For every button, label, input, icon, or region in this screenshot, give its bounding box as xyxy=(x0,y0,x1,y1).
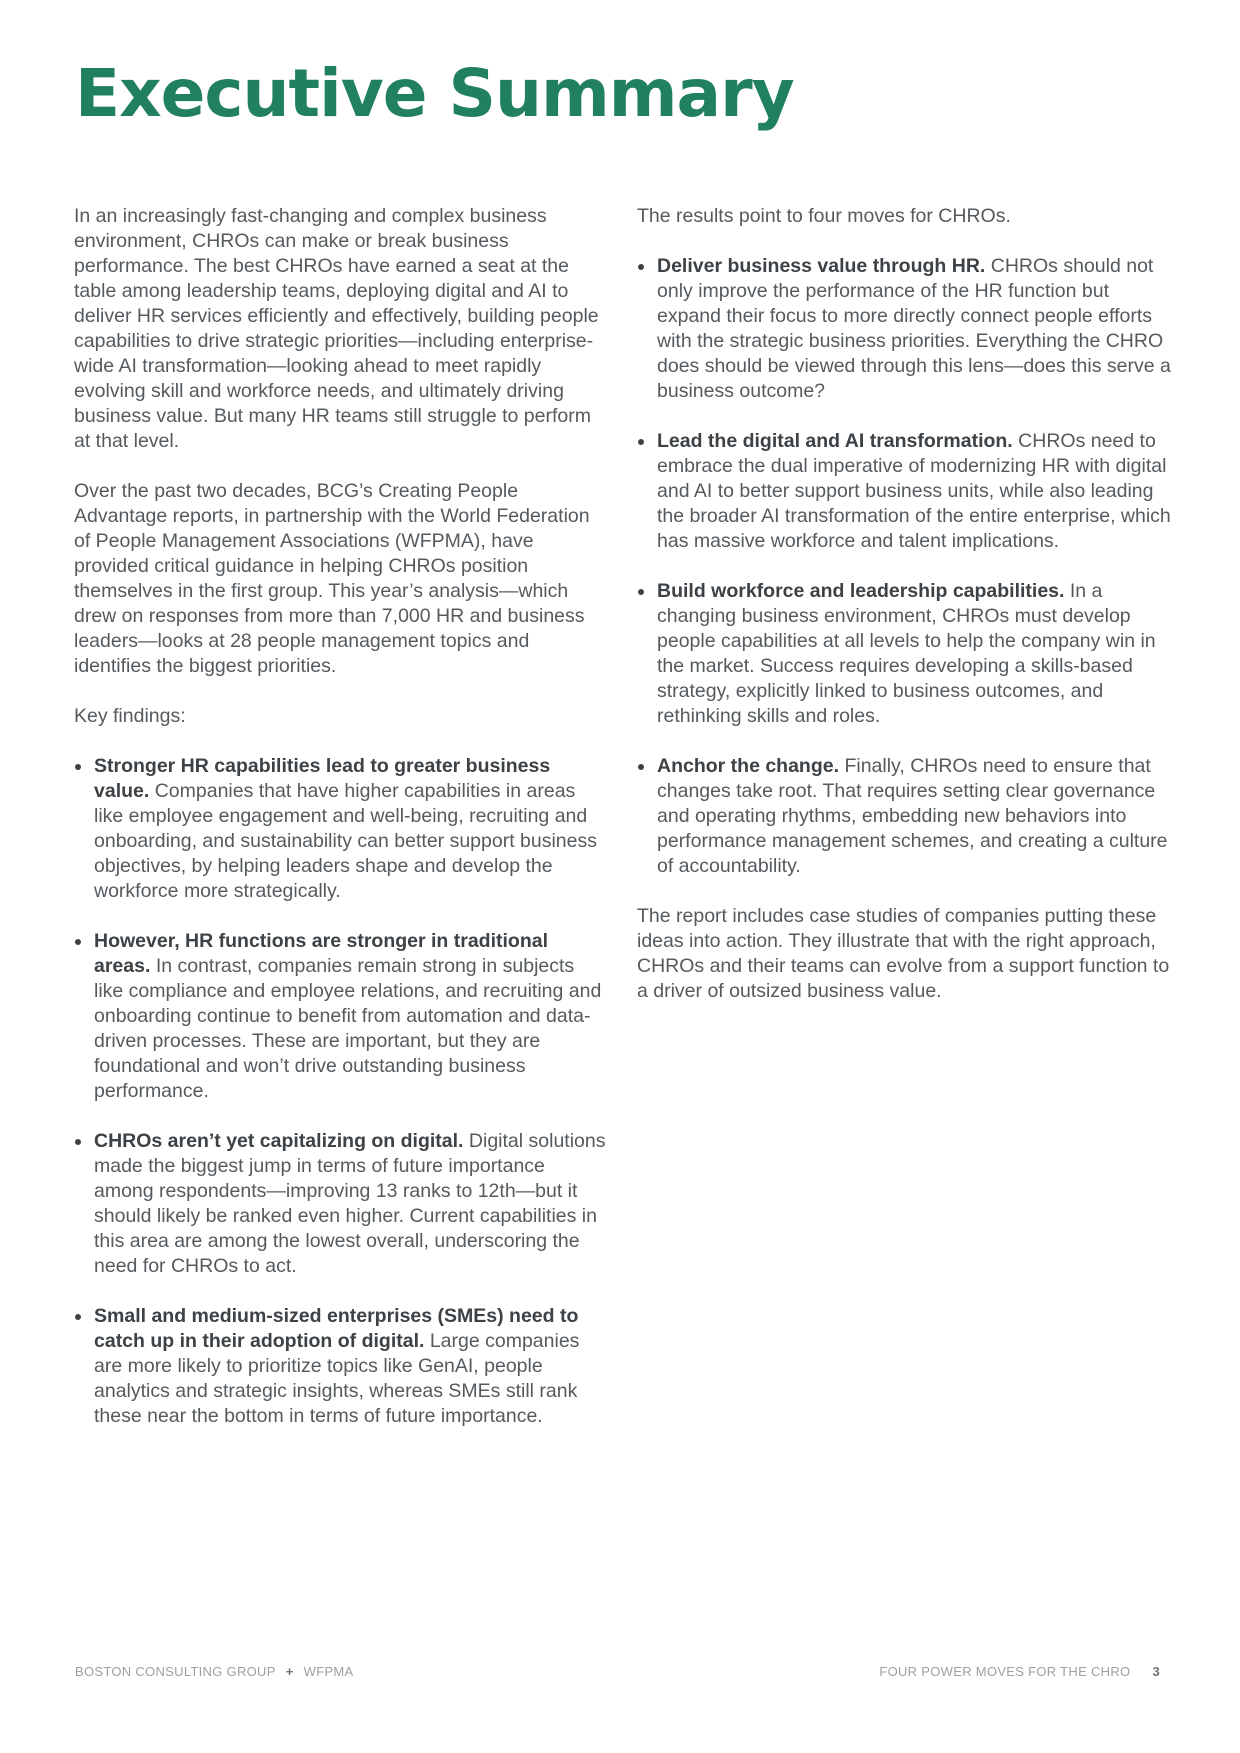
move-text: Finally, CHROs need to ensure that changes take root. That requires setting clear governance and operating rhythms, embedding new behaviors into performance management schemes, and creating a culture of accountability. xyxy=(657,755,1168,877)
finding-lead: Stronger HR capabilities lead to greater business value. xyxy=(94,755,551,802)
finding-lead: CHROs aren’t yet capitalizing on digital. xyxy=(94,1130,464,1152)
background-paragraph: Over the past two decades, BCG’s Creating People Advantage reports, in partnership with the World Federation of People Management Associations (WFPMA), have provided critical guidance in helping CHROs position themselves in the first group. This year’s analysis—which drew on responses from more than 7,000 HR and business leaders—looks at 28 people management topics and identifies the biggest priorities. xyxy=(74,480,590,677)
finding-text: Large companies are more likely to prioritize topics like GenAI, people analytics and strategic insights, whereas SMEs still rank these near the bottom in terms of future importance. xyxy=(94,1330,580,1427)
page-title: Executive Summary xyxy=(75,55,794,132)
footer-report-title: FOUR POWER MOVES FOR THE CHRO xyxy=(879,1664,1131,1679)
finding-text: Companies that have higher capabilities in areas like employee engagement and well-being, recruiting and onboarding, and sustainability can better support business objectives, by helping leaders shape and develop the workforce more strategically. xyxy=(94,780,597,902)
intro-paragraph: In an increasingly fast-changing and complex business environment, CHROs can make or break business performance. The best CHROs have earned a seat at the table among leadership teams, deploying digital and AI to deliver HR services efficiently and effectively, building people capabilities to drive strategic priorities—including enterprise-wide AI transformation—looking ahead to meet rapidly evolving skill and workforce needs, and ultimately driving business value. But many HR teams still struggle to perform at that level. xyxy=(74,205,599,452)
closing-paragraph: The report includes case studies of companies putting these ideas into action. They illustrate that with the right approach, CHROs and their teams can evolve from a support function to a driver of outsized business value. xyxy=(637,905,1170,1002)
move-text: CHROs need to embrace the dual imperative of modernizing HR with digital and AI to better support business units, while also leading the broader AI transformation of the entire enterprise, which has massive workforce and talent implications. xyxy=(657,430,1171,552)
moves-list xyxy=(637,254,1171,879)
footer-org-bcg: BOSTON CONSULTING GROUP xyxy=(75,1664,276,1679)
move-text: In a changing business environment, CHROs must develop people capabilities at all levels to help the company win in the market. Success requires developing a skills-based strategy, explicitly linked to business outcomes, and rethinking skills and roles. xyxy=(657,580,1156,727)
finding-text: In contrast, companies remain strong in subjects like compliance and employee relations, and recruiting and onboarding continue to benefit from automation and data-driven processes. These are important, but they are foundational and won’t drive outstanding business performance. xyxy=(94,955,602,1102)
finding-lead: However, HR functions are stronger in traditional areas. xyxy=(94,930,548,977)
key-findings-label: Key findings: xyxy=(74,705,186,727)
move-bullet xyxy=(637,754,1171,879)
move-text: CHROs should not only improve the performance of the HR function but expand their focus to more directly connect people efforts with the strategic business priorities. Everything the CHRO does should be viewed through this lens—does this serve a business outcome? xyxy=(657,255,1171,402)
page-number: 3 xyxy=(1152,1664,1160,1679)
finding-lead: Small and medium-sized enterprises (SMEs) need to catch up in their adoption of digital. xyxy=(94,1305,579,1352)
footer-left xyxy=(75,1664,354,1679)
finding-text: Digital solutions made the biggest jump in terms of future importance among respondents—improving 13 ranks to 12th—but it should likely be ranked even higher. Current capabilities in this area are among the lowest overall, underscoring the need for CHROs to act. xyxy=(94,1130,606,1277)
move-lead: Build workforce and leadership capabilities. xyxy=(657,580,1065,602)
finding-bullet xyxy=(74,1129,608,1279)
key-findings-list xyxy=(74,754,608,1429)
left-column xyxy=(74,204,608,1454)
move-lead: Deliver business value through HR. xyxy=(657,255,986,277)
move-bullet xyxy=(637,579,1171,729)
move-lead: Anchor the change. xyxy=(657,755,840,777)
moves-intro: The results point to four moves for CHROs. xyxy=(637,205,1011,227)
right-column xyxy=(637,204,1171,1029)
move-lead: Lead the digital and AI transformation. xyxy=(657,430,1013,452)
move-bullet xyxy=(637,429,1171,554)
footer-right xyxy=(879,1664,1160,1679)
footer-separator: + xyxy=(285,1664,294,1679)
finding-bullet xyxy=(74,929,608,1104)
move-bullet xyxy=(637,254,1171,404)
finding-bullet xyxy=(74,1304,608,1429)
footer-org-wfpma: WFPMA xyxy=(303,1664,354,1679)
finding-bullet xyxy=(74,754,608,904)
